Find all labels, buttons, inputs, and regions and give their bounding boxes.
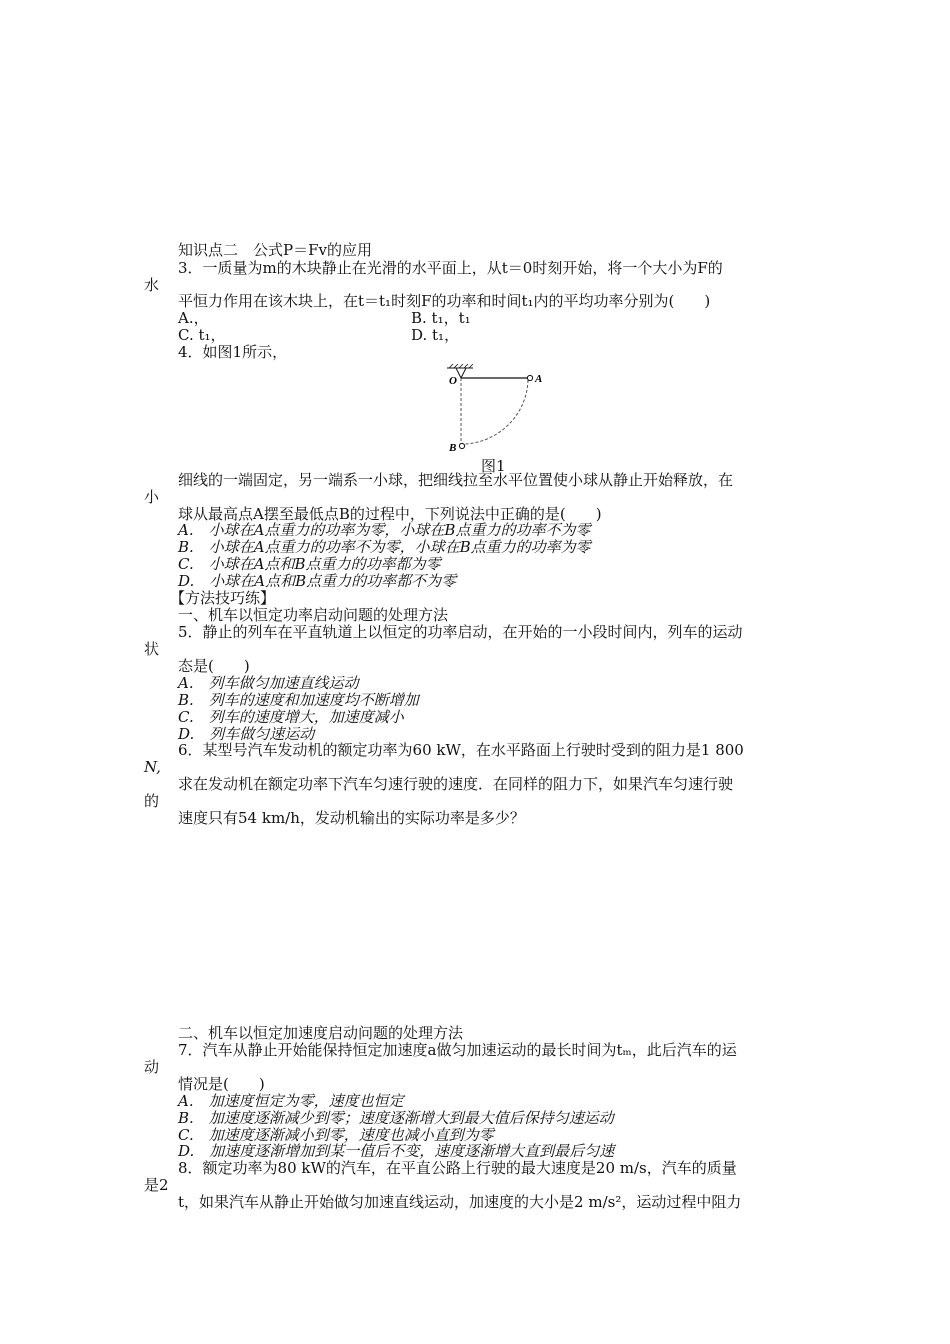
q4-overflow: 小: [144, 488, 160, 506]
subsection-1-title: 一、机车以恒定功率启动问题的处理方法: [178, 606, 449, 624]
pendulum-figure: [445, 364, 565, 456]
q8-line1: 8．额定功率为80 kW的汽车，在平直公路上行驶的最大速度是20 m/s，汽车的质量: [178, 1159, 737, 1177]
q7-option-c: C. 加速度逐渐减小到零，速度也减小直到为零: [178, 1126, 494, 1144]
q6-overflow-1: N,: [144, 758, 161, 776]
q4-line1: 细线的一端固定，另一端系一小球，把细线拉至水平位置使小球从静止开始释放，在: [178, 471, 734, 489]
q4-option-c: C. 小球在A点和B点重力的功率都为零: [178, 555, 441, 573]
q3-line1: 3．一质量为m的木块静止在光滑的水平面上，从t＝0时刻开始，将一个大小为F的: [178, 259, 723, 277]
q7-option-b: B. 加速度逐渐减少到零；速度逐渐增大到最大值后保持匀速运动: [178, 1109, 614, 1127]
q6-line3: 速度只有54 km/h，发动机输出的实际功率是多少？: [178, 809, 525, 827]
q5-line2: 态是( ): [178, 657, 250, 675]
q4-line2: 球从最高点A摆至最低点B的过程中，下列说法中正确的是( ): [178, 505, 602, 523]
q4-option-a: A. 小球在A点重力的功率为零，小球在B点重力的功率不为零: [178, 521, 591, 539]
method-title: 【方法技巧练】: [170, 589, 276, 607]
q3-option-b: B. t₁，t₁: [411, 309, 471, 327]
q4-option-d: D. 小球在A点和B点重力的功率都不为零: [178, 572, 457, 590]
q7-line1: 7．汽车从静止开始能保持恒定加速度a做匀加速运动的最长时间为tₘ，此后汽车的运: [178, 1041, 737, 1059]
label-a: A: [535, 373, 543, 385]
label-b: B: [449, 442, 457, 454]
q7-overflow: 动: [144, 1058, 160, 1076]
q3-line2: 平恒力作用在该木块上，在t＝t₁时刻F的功率和时间t₁内的平均功率分别为( ): [178, 292, 711, 310]
q5-option-b: B. 列车的速度和加速度均不断增加: [178, 691, 419, 709]
q3-option-c: C. t₁，: [178, 326, 226, 344]
label-o: O: [449, 375, 457, 387]
q5-line1: 5．静止的列车在平直轨道上以恒定的功率启动，在开始的一小段时间内，列车的运动: [178, 623, 743, 641]
q3-overflow: 水: [144, 276, 160, 294]
q3-option-a: A.，: [178, 309, 209, 327]
q7-line2: 情况是( ): [178, 1075, 265, 1093]
q4-option-b: B. 小球在A点重力的功率不为零，小球在B点重力的功率为零: [178, 538, 591, 556]
section-title: 知识点二 公式P＝Fv的应用: [178, 241, 372, 259]
q6-line1: 6．某型号汽车发动机的额定功率为60 kW，在水平路面上行驶时受到的阻力是1 800: [178, 741, 744, 759]
q5-option-c: C. 列车的速度增大，加速度减小: [178, 708, 404, 726]
q5-option-a: A. 列车做匀加速直线运动: [178, 674, 359, 692]
figure-caption: 图1: [481, 457, 506, 475]
q7-option-d: D. 加速度逐渐增加到某一值后不变，速度逐渐增大直到最后匀速: [178, 1142, 615, 1160]
q7-option-a: A. 加速度恒定为零，速度也恒定: [178, 1092, 404, 1110]
q4-intro: 4．如图1所示，: [178, 343, 288, 361]
q5-overflow: 状: [144, 640, 160, 658]
q8-line2: t，如果汽车从静止开始做匀加速直线运动，加速度的大小是2 m/s²，运动过程中阻力: [178, 1193, 742, 1211]
q8-overflow: 是2: [144, 1176, 169, 1194]
q3-option-d: D. t₁，: [411, 326, 460, 344]
subsection-2-title: 二、机车以恒定加速度启动问题的处理方法: [178, 1024, 464, 1042]
q5-option-d: D. 列车做匀速运动: [178, 725, 315, 743]
q6-line2: 求在发动机在额定功率下汽车匀速行驶的速度．在同样的阻力下，如果汽车匀速行驶: [178, 775, 734, 793]
q6-overflow-2: 的: [144, 792, 160, 810]
